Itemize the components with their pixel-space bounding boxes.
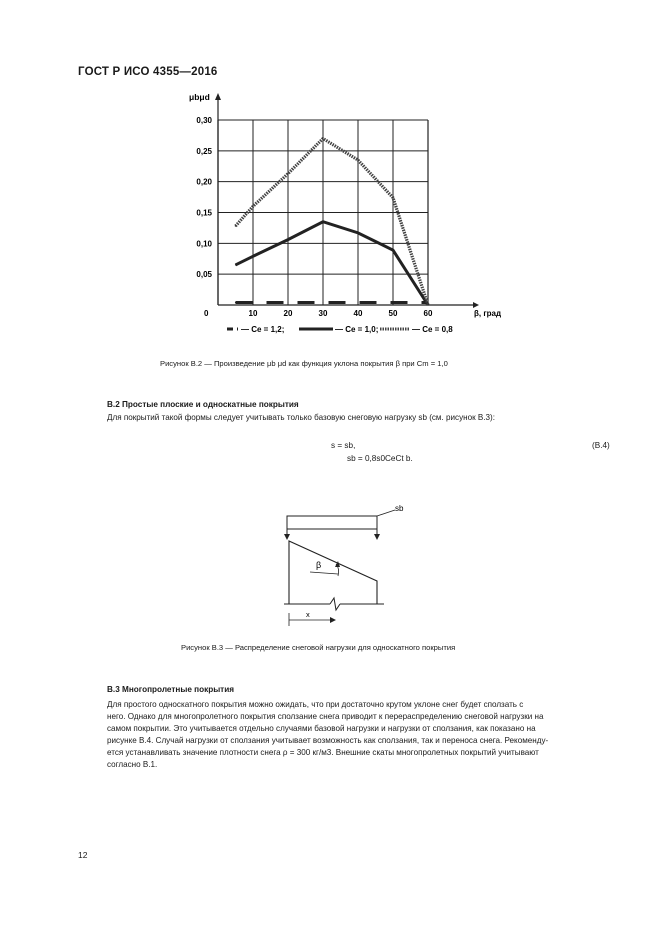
x-tick-label: 10 [248,309,258,318]
label-x: x [306,610,310,619]
data-point [235,264,236,265]
y-tick-label: 0,30 [196,116,212,125]
data-point [322,302,323,303]
y-axis-label: μbμd [189,92,210,102]
data-point [427,304,428,305]
section-b3-line-3: самом покрытии. Это учитывается отдельно случаями базовой нагрузки и нагрузки от сползания, как показано на [107,724,536,733]
x-axis-arrow [473,302,479,308]
data-point [322,221,323,222]
data-point [252,302,253,303]
data-point [235,225,236,226]
equation-number: (В.4) [592,441,610,450]
figure-b2-caption: Рисунок В.2 — Произведение μb μd как функция уклона покрытия β при Cm = 1,0 [160,359,448,368]
figure-b3-diagram [280,500,420,630]
data-point [235,302,236,303]
chart-legend [227,325,453,334]
x-tick-label: 0 [204,309,209,318]
section-b3-line-4: рисунке В.4. Случай нагрузки от сползания учитывает возможность как сползания, так и переноса снега. Рекоменду- [107,736,549,745]
series-line-dotted [236,139,429,306]
chart-series [235,138,429,306]
data-point [287,173,288,174]
y-tick-label: 0,10 [196,239,212,249]
legend-entry-ce12: — Ce = 1,2; [241,325,285,334]
data-point [357,302,358,303]
x-tick-label: 30 [318,309,328,318]
page-number: 12 [78,850,88,860]
data-point [252,256,253,257]
data-point [392,250,393,251]
data-point [287,302,288,303]
running-header: ГОСТ Р ИСО 4355—2016 [78,66,218,78]
figure-b3-caption: Рисунок В.3 — Распределение снеговой нагрузки для односкатного покрытия [181,643,456,652]
chart-ticks [196,116,433,318]
section-b3-line-6: согласно В.1. [107,760,158,769]
label-beta: β [316,560,322,570]
y-axis-arrow [215,93,221,100]
equation-line-1: s = sb, [331,441,356,450]
data-point [357,232,358,233]
x-tick-label: 40 [353,309,363,318]
data-point [287,239,288,240]
section-b3-line-2: него. Однако для многопролетного покрытия сползание снега приводит к перераспределению снеговой нагрузки на [107,712,544,721]
y-tick-label: 0,20 [196,177,212,187]
section-b3-line-1: Для простого односкатного покрытия можно ожидать, что при достаточно крутом уклоне снег будет сползать с [107,700,524,709]
section-b3-line-5: ется устанавливать значение плотности снега ρ = 300 кг/м3. Внешние скаты многопролетных покрытий учитывают [107,748,539,757]
data-point [392,197,393,198]
y-tick-label: 0,25 [196,146,212,156]
x-tick-label: 60 [423,309,433,318]
x-axis-label: β, град [474,309,502,318]
x-tick-label: 20 [283,309,293,318]
figure-b2-chart [170,86,530,346]
data-point [392,302,393,303]
legend-entry-ce10: — Ce = 1,0; [335,325,379,334]
section-b2-title: В.2 Простые плоские и односкатные покрытия [107,400,299,409]
equation-line-2: sb = 0,8s0CeCt b. [347,454,413,463]
legend-entry-ce08: — Ce = 0,8 [412,325,453,334]
section-b3-title: В.3 Многопролетные покрытия [107,685,235,694]
y-tick-label: 0,05 [196,270,212,280]
chart-grid [215,93,479,308]
y-tick-label: 0,15 [196,208,212,218]
section-b2-text: Для покрытий такой формы следует учитывать только базовую снеговую нагрузку sb (см. рисунок В.3): [107,413,495,422]
data-point [357,159,358,160]
series-line-solid [236,222,429,305]
label-sb: sb [395,504,404,513]
data-point [252,206,253,207]
data-point [322,138,323,139]
x-tick-label: 50 [388,309,398,318]
